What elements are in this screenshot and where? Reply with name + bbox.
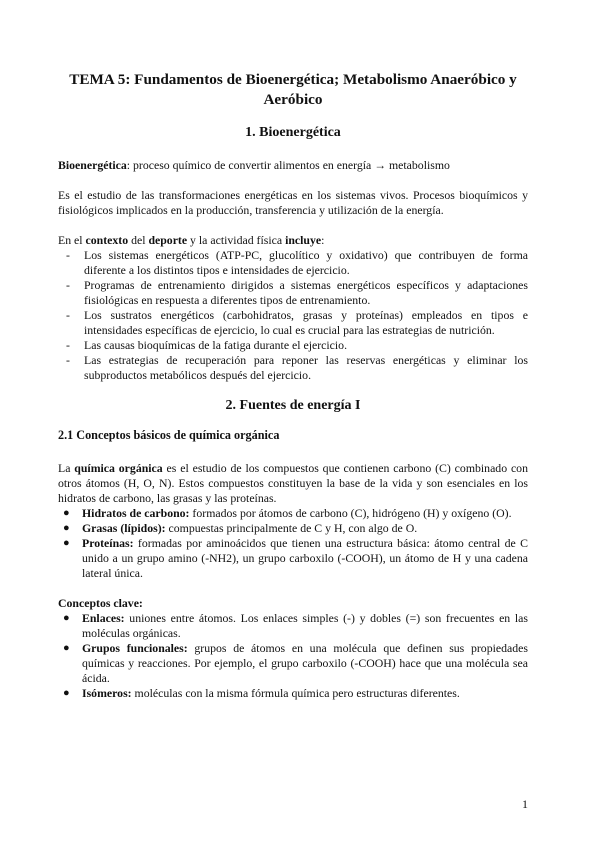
key-concepts-heading: Conceptos clave:: [58, 596, 143, 610]
document-title: TEMA 5: Fundamentos de Bioenergética; Metabolismo Anaeróbico y Aeróbico: [69, 71, 517, 108]
dash-marker: -: [66, 338, 70, 352]
list-item: ● Hidratos de carbono: formados por átomos de carbono (C), hidrógeno (H) y oxígeno (O).: [63, 506, 512, 520]
list-item: ● Enlaces: uniones entre átomos. Los enlaces simples (-) y dobles (=) son frecuentes en las moléculas orgánicas.: [63, 611, 528, 640]
section-1-heading: 1. Bioenergética: [245, 125, 341, 140]
bullet-marker: ●: [63, 537, 70, 549]
list-item: - Las estrategias de recuperación para reponer las reservas energéticas y eliminar los subproductos metabólicos después del ejercicio.: [66, 353, 528, 382]
section-2-1-heading: 2.1 Conceptos básicos de química orgánica: [58, 428, 280, 442]
definition-paragraph: [58, 158, 528, 173]
context-paragraph: En el contexto del deporte y la actividad física incluye:: [58, 233, 325, 247]
list-item: ● Grasas (lípidos): compuestas principalmente de C y H, con algo de O.: [63, 521, 418, 535]
section-2-heading: 2. Fuentes de energía I: [225, 398, 361, 413]
page-number: 1: [522, 797, 528, 811]
bullet-marker: ●: [63, 642, 70, 654]
concepts-list: [58, 611, 528, 701]
definition-term: Bioenergética: [58, 158, 127, 172]
context-list: [58, 248, 528, 383]
dash-marker: -: [66, 278, 70, 292]
intro-paragraph: Es el estudio de las transformaciones energéticas en los sistemas vivos. Procesos bioquímicos y fisiológicos implicados en la producción, transferencia y utilización de la energía.: [58, 188, 528, 217]
list-item: - Los sistemas energéticos (ATP-PC, glucolítico y oxidativo) que contribuyen de forma diferente a los distintos tipos e intensidades de ejercicio.: [66, 248, 528, 277]
definition-text: : proceso químico de convertir alimentos en energía → metabolismo: [126, 158, 450, 172]
page-content: [58, 70, 528, 701]
molecules-list: [58, 506, 528, 581]
list-item: ● Proteínas: formadas por aminoácidos que tienen una estructura básica: átomo central de C unido a un grupo amino (-NH2), un grupo carboxilo (-COOH), un átomo de H y una cadena lateral única.: [63, 536, 528, 580]
dash-marker: -: [66, 353, 70, 367]
organic-chemistry-paragraph: La química orgánica es el estudio de los compuestos que contienen carbono (C) combinado con otros átomos (H, O, N). Estos compuestos constituyen la base de la vida y son esenciales en los hidratos de carbono, las grasas y las proteínas.: [58, 461, 528, 505]
list-item: - Programas de entrenamiento dirigidos a sistemas energéticos específicos y adaptaciones fisiológicas en respuesta a diferentes tipos de entrenamiento.: [66, 278, 528, 307]
list-item: - Los sustratos energéticos (carbohidratos, grasas y proteínas) empleados en tipos e intensidades específicas de ejercicio, lo cual es crucial para las estrategias de nutrición.: [66, 308, 528, 337]
dash-marker: -: [66, 248, 70, 262]
bullet-marker: ●: [63, 687, 70, 699]
list-item: ● Grupos funcionales: grupos de átomos en una molécula que definen sus propiedades químicas y reacciones. Por ejemplo, el grupo carboxilo (-COOH) hace que una molécula sea ácida.: [63, 641, 528, 685]
list-item: - Las causas bioquímicas de la fatiga durante el ejercicio.: [66, 338, 348, 352]
bullet-marker: ●: [63, 507, 70, 519]
bullet-marker: ●: [63, 522, 70, 534]
bullet-marker: ●: [63, 612, 70, 624]
list-item: ● Isómeros: moléculas con la misma fórmula química pero estructuras diferentes.: [63, 686, 460, 700]
dash-marker: -: [66, 308, 70, 322]
